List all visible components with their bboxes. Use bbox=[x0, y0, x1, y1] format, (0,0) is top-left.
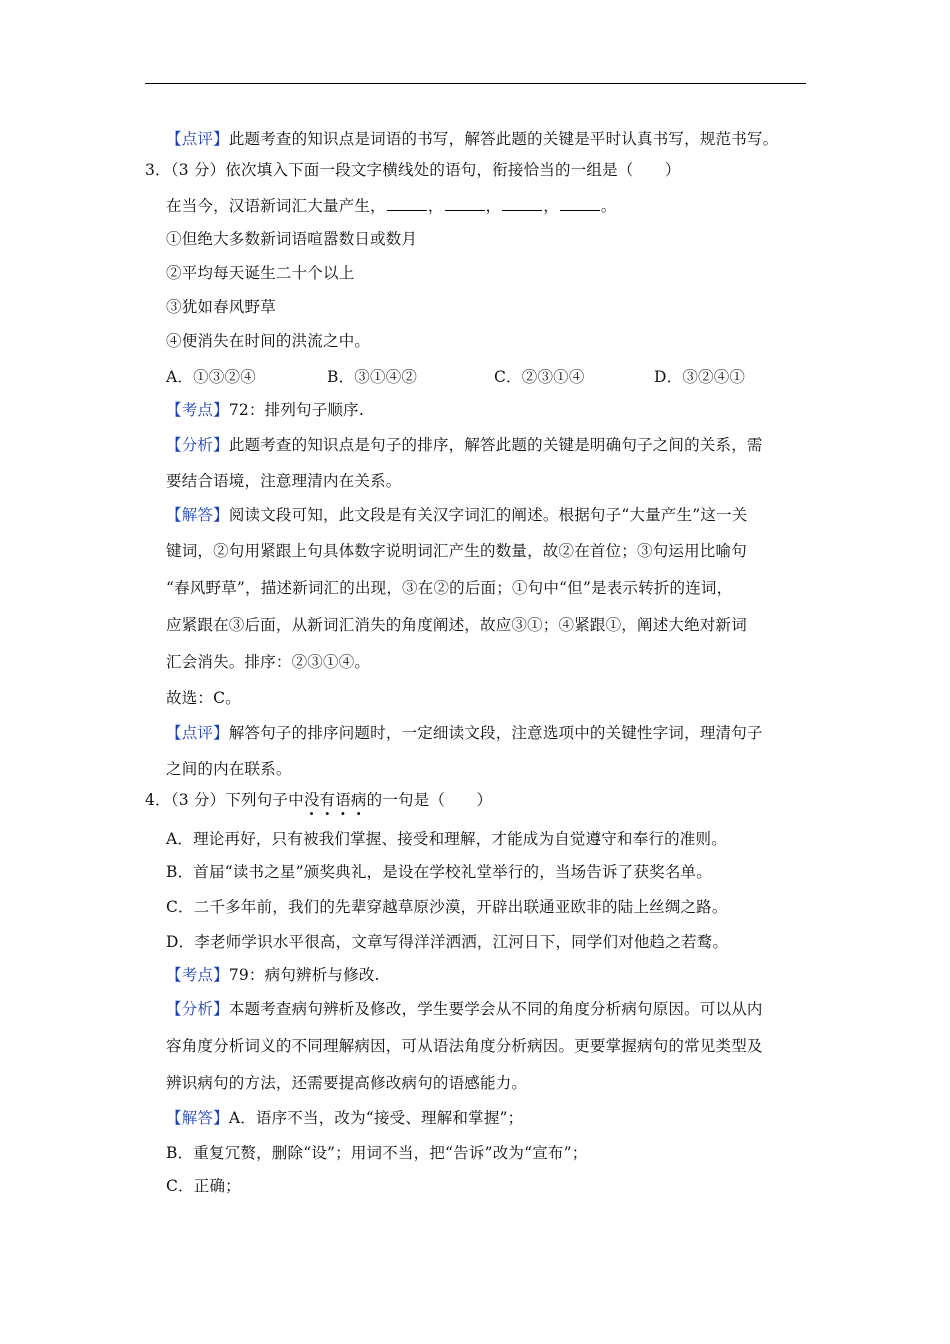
jieda-b: B．重复冗赘，删除“设”；用词不当，把“告诉”改为“宣布”； bbox=[166, 1144, 588, 1162]
option-d: D．李老师学识水平很高，文章写得洋洋洒洒，江河日下，同学们对他趋之若鹜。 bbox=[166, 933, 729, 951]
answer: 故选：C。 bbox=[166, 689, 241, 707]
blank bbox=[387, 196, 427, 211]
option-a: A．理论再好，只有被我们掌握、接受和理解，才能成为自觉遵守和奉行的准则。 bbox=[166, 830, 727, 848]
question-number: 4． bbox=[145, 791, 171, 809]
item: ④便消失在时间的洪流之中。 bbox=[166, 332, 371, 350]
emphasis-char: 病 bbox=[350, 791, 367, 809]
blank bbox=[502, 196, 542, 211]
emphasis-char: 语 bbox=[335, 791, 351, 809]
item: ②平均每天诞生二十个以上 bbox=[166, 264, 355, 282]
option-c: C．②③①④ bbox=[494, 368, 585, 386]
review-prev bbox=[166, 128, 778, 150]
dianping: 【点评】解答句子的排序问题时，一定细读文段，注意选项中的关键性字词，理清句子 bbox=[166, 724, 763, 742]
question-3-passage: 在当今，汉语新词汇大量产生， ， ， ， 。 bbox=[166, 197, 617, 215]
options-row bbox=[166, 366, 745, 388]
jieda-cont: 键词，②句用紧跟上句具体数字说明词汇产生的数量，故②在首位；③句运用比喻句 bbox=[166, 542, 747, 560]
jieda: 【解答】阅读文段可知，此文段是有关汉字词汇的阐述。根据句子“大量产生”这一关 bbox=[166, 506, 748, 524]
fenxi: 【分析】此题考查的知识点是句子的排序，解答此题的关键是明确句子之间的关系，需 bbox=[166, 436, 763, 454]
item: ①但绝大多数新词语喧嚣数日或数月 bbox=[166, 230, 418, 248]
fenxi-cont: 辨识病句的方法，还需要提高修改病句的语感能力。 bbox=[166, 1074, 528, 1092]
jieda: 【解答】A．语序不当，改为“接受、理解和掌握”； bbox=[166, 1109, 524, 1127]
blank bbox=[445, 196, 485, 211]
question-4-stem: 4．（3 分）下列句子中没有语病的一句是（ ） bbox=[145, 791, 493, 809]
kaodian: 【考点】79：病句辨析与修改. bbox=[166, 966, 380, 984]
kaodian: 【考点】72：排列句子顺序. bbox=[166, 401, 364, 419]
fenxi: 【分析】本题考查病句辨析及修改，学生要学会从不同的角度分析病句原因。可以从内 bbox=[166, 1000, 763, 1018]
fenxi-cont: 容角度分析词义的不同理解病因，可从语法角度分析病因。更要掌握病句的常见类型及 bbox=[166, 1037, 763, 1055]
fenxi-cont: 要结合语境，注意理清内在关系。 bbox=[166, 472, 402, 490]
option-c: C．二千多年前，我们的先辈穿越草原沙漠，开辟出联通亚欧非的陆上丝绸之路。 bbox=[166, 898, 728, 916]
option-b: B．③①④② bbox=[327, 368, 418, 386]
review-tag: 【点评】 bbox=[166, 130, 229, 148]
dianping-cont: 之间的内在联系。 bbox=[166, 760, 292, 778]
blank bbox=[560, 196, 600, 211]
item: ③犹如春风野草 bbox=[166, 298, 276, 316]
question-number: 3． bbox=[145, 161, 171, 179]
option-a: A．①③②④ bbox=[166, 368, 256, 386]
question-3-stem: 3．（3 分）依次填入下面一段文字横线处的语句，衔接恰当的一组是（ ） bbox=[145, 161, 681, 179]
header-rule bbox=[145, 83, 806, 84]
option-d: D．③②④① bbox=[654, 368, 746, 386]
jieda-cont: 汇会消失。排序：②③①④。 bbox=[166, 653, 371, 671]
jieda-cont: “春风野草”，描述新词汇的出现，③在②的后面；①句中“但”是表示转折的连词， bbox=[166, 579, 733, 597]
emphasis-char: 有 bbox=[319, 791, 336, 809]
review-text: 此题考查的知识点是词语的书写，解答此题的关键是平时认真书写，规范书写。 bbox=[228, 130, 779, 148]
jieda-cont: 应紧跟在③后面，从新词汇消失的角度阐述，故应③①；④紧跟①，阐述大绝对新词 bbox=[166, 616, 747, 634]
jieda-c: C．正确； bbox=[166, 1177, 241, 1195]
emphasis-char: 没 bbox=[303, 791, 320, 809]
option-b: B．首届“读书之星”颁奖典礼，是设在学校礼堂举行的，当场告诉了获奖名单。 bbox=[166, 863, 712, 881]
